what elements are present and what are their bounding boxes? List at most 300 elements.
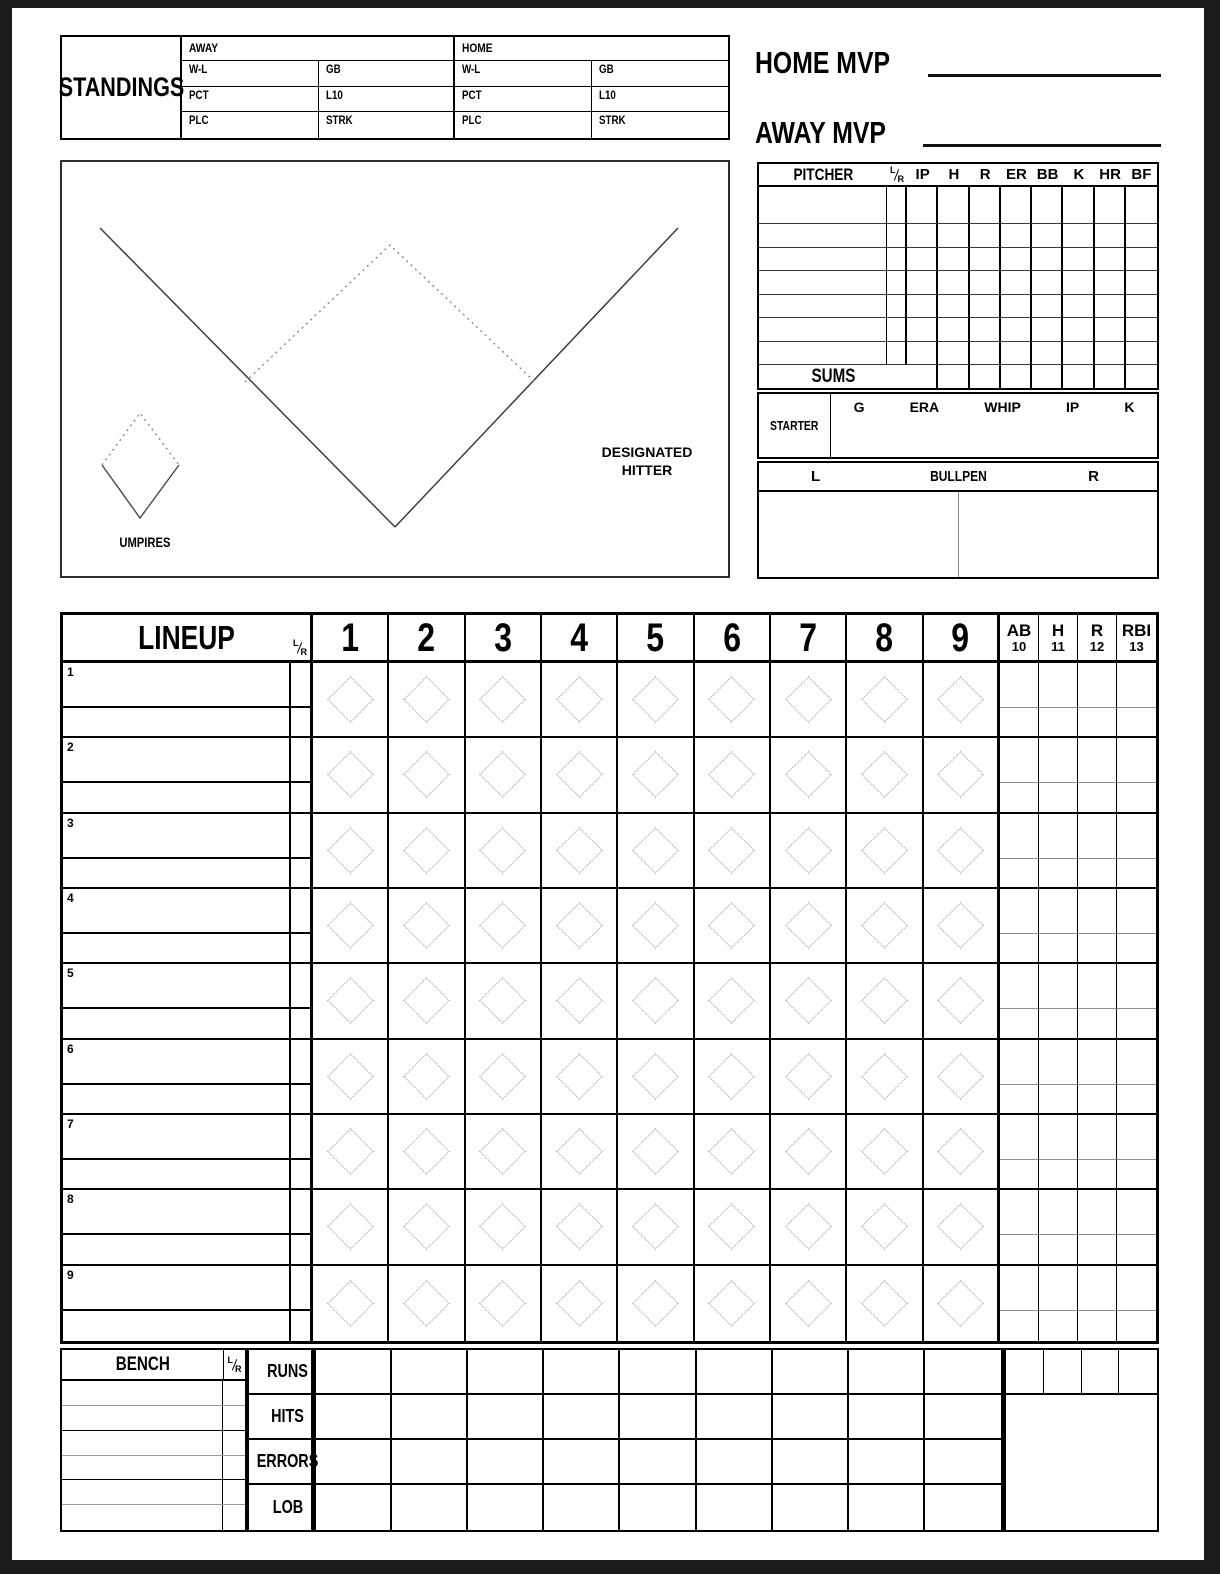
pitcher-stat-cell[interactable] xyxy=(1001,271,1032,295)
stat-cell-bottom[interactable] xyxy=(1117,783,1156,811)
inning-scoring-cell[interactable] xyxy=(695,1266,771,1341)
stat-cell-top[interactable] xyxy=(1117,663,1156,708)
stat-cell-top[interactable] xyxy=(1117,1190,1156,1235)
pitcher-name-cell[interactable] xyxy=(759,248,887,272)
standings-away-strk-cell[interactable]: STRK xyxy=(319,112,456,138)
inning-scoring-cell[interactable] xyxy=(924,964,1000,1037)
totals-stat-cell[interactable] xyxy=(1119,1350,1157,1395)
starter-stats-area[interactable] xyxy=(831,394,1157,457)
totals-inning-cell[interactable] xyxy=(392,1485,468,1530)
home-mvp-write-line[interactable] xyxy=(928,74,1161,77)
substitute-name-cell[interactable] xyxy=(63,708,291,736)
player-name-cell[interactable] xyxy=(63,1115,291,1160)
inning-scoring-cell[interactable] xyxy=(542,964,618,1037)
stat-cell-top[interactable] xyxy=(1000,1115,1039,1160)
player-name-cell[interactable] xyxy=(63,1266,291,1311)
player-lr-cell[interactable] xyxy=(291,1266,313,1311)
stat-cell-bottom[interactable] xyxy=(1039,1235,1078,1263)
player-lr-cell[interactable] xyxy=(291,814,313,859)
inning-scoring-cell[interactable] xyxy=(313,663,389,736)
substitute-lr-cell[interactable] xyxy=(291,1235,313,1263)
pitcher-stat-cell[interactable] xyxy=(1063,295,1094,319)
totals-inning-cell[interactable] xyxy=(544,1395,620,1440)
pitcher-stat-cell[interactable] xyxy=(1063,318,1094,342)
player-lr-cell[interactable] xyxy=(291,1190,313,1235)
pitcher-stat-cell[interactable] xyxy=(907,342,938,366)
pitcher-lr-cell[interactable] xyxy=(887,248,907,272)
inning-scoring-cell[interactable] xyxy=(389,1040,465,1113)
standings-away-pct-cell[interactable]: PCT xyxy=(182,87,319,113)
stat-cell-bottom[interactable] xyxy=(1039,1160,1078,1188)
stat-cell-top[interactable] xyxy=(1000,1190,1039,1235)
pitcher-stat-cell[interactable] xyxy=(1126,318,1157,342)
stat-cell-top[interactable] xyxy=(1117,964,1156,1009)
pitcher-stat-cell[interactable] xyxy=(1063,271,1094,295)
inning-scoring-cell[interactable] xyxy=(695,814,771,887)
pitcher-stat-cell[interactable] xyxy=(1095,342,1126,366)
inning-scoring-cell[interactable] xyxy=(542,889,618,962)
stat-cell-bottom[interactable] xyxy=(1078,1160,1117,1188)
stat-cell-bottom[interactable] xyxy=(1078,708,1117,736)
stat-cell-bottom[interactable] xyxy=(1039,1009,1078,1037)
totals-inning-cell[interactable] xyxy=(468,1485,544,1530)
inning-scoring-cell[interactable] xyxy=(771,814,847,887)
inning-scoring-cell[interactable] xyxy=(847,1190,923,1263)
inning-scoring-cell[interactable] xyxy=(389,738,465,811)
inning-scoring-cell[interactable] xyxy=(924,889,1000,962)
substitute-name-cell[interactable] xyxy=(63,1235,291,1263)
bench-lr-cell[interactable] xyxy=(223,1406,245,1430)
pitcher-sum-cell[interactable] xyxy=(1063,365,1094,388)
stat-cell-top[interactable] xyxy=(1078,738,1117,783)
inning-scoring-cell[interactable] xyxy=(771,1190,847,1263)
player-name-cell[interactable] xyxy=(63,1040,291,1085)
pitcher-stat-cell[interactable] xyxy=(907,271,938,295)
pitcher-sum-cell[interactable] xyxy=(1032,365,1063,388)
pitcher-sum-cell[interactable] xyxy=(938,365,969,388)
pitcher-sum-cell[interactable] xyxy=(1126,365,1157,388)
pitcher-stat-cell[interactable] xyxy=(1001,318,1032,342)
pitcher-stat-cell[interactable] xyxy=(938,295,969,319)
pitcher-stat-cell[interactable] xyxy=(907,187,938,224)
stat-cell-bottom[interactable] xyxy=(1000,708,1039,736)
pitcher-stat-cell[interactable] xyxy=(907,318,938,342)
inning-scoring-cell[interactable] xyxy=(847,738,923,811)
bench-name-cell[interactable] xyxy=(62,1505,223,1530)
bullpen-left-cell[interactable] xyxy=(759,492,958,577)
inning-scoring-cell[interactable] xyxy=(389,964,465,1037)
stat-cell-bottom[interactable] xyxy=(1078,859,1117,887)
inning-scoring-cell[interactable] xyxy=(618,889,694,962)
pitcher-stat-cell[interactable] xyxy=(1001,248,1032,272)
player-name-cell[interactable] xyxy=(63,889,291,934)
player-lr-cell[interactable] xyxy=(291,1040,313,1085)
stat-cell-top[interactable] xyxy=(1039,1040,1078,1085)
inning-scoring-cell[interactable] xyxy=(542,738,618,811)
totals-inning-cell[interactable] xyxy=(773,1395,849,1440)
pitcher-stat-cell[interactable] xyxy=(1032,187,1063,224)
stat-cell-top[interactable] xyxy=(1039,964,1078,1009)
substitute-name-cell[interactable] xyxy=(63,859,291,887)
bench-name-cell[interactable] xyxy=(62,1480,223,1504)
totals-inning-cell[interactable] xyxy=(849,1485,925,1530)
totals-inning-cell[interactable] xyxy=(773,1350,849,1395)
stat-cell-top[interactable] xyxy=(1000,738,1039,783)
bench-lr-cell[interactable] xyxy=(223,1431,245,1455)
player-lr-cell[interactable] xyxy=(291,663,313,708)
inning-scoring-cell[interactable] xyxy=(389,814,465,887)
substitute-name-cell[interactable] xyxy=(63,783,291,811)
standings-home-pct-cell[interactable]: PCT xyxy=(455,87,592,113)
player-name-cell[interactable] xyxy=(63,738,291,783)
totals-inning-cell[interactable] xyxy=(925,1440,1001,1485)
pitcher-stat-cell[interactable] xyxy=(1126,187,1157,224)
totals-inning-cell[interactable] xyxy=(316,1395,392,1440)
standings-away-l10-cell[interactable]: L10 xyxy=(319,87,456,113)
inning-scoring-cell[interactable] xyxy=(313,1115,389,1188)
substitute-lr-cell[interactable] xyxy=(291,1009,313,1037)
pitcher-stat-cell[interactable] xyxy=(938,248,969,272)
totals-inning-cell[interactable] xyxy=(468,1440,544,1485)
substitute-name-cell[interactable] xyxy=(63,1160,291,1188)
pitcher-stat-cell[interactable] xyxy=(1032,295,1063,319)
inning-scoring-cell[interactable] xyxy=(466,964,542,1037)
inning-scoring-cell[interactable] xyxy=(466,1190,542,1263)
stat-cell-top[interactable] xyxy=(1117,1115,1156,1160)
pitcher-stat-cell[interactable] xyxy=(970,224,1001,248)
standings-away-gb-cell[interactable]: GB xyxy=(319,61,456,87)
totals-inning-cell[interactable] xyxy=(925,1350,1001,1395)
bench-name-cell[interactable] xyxy=(62,1406,223,1430)
totals-inning-cell[interactable] xyxy=(849,1395,925,1440)
bench-lr-cell[interactable] xyxy=(223,1381,245,1405)
inning-scoring-cell[interactable] xyxy=(542,814,618,887)
player-lr-cell[interactable] xyxy=(291,889,313,934)
inning-scoring-cell[interactable] xyxy=(618,738,694,811)
stat-cell-bottom[interactable] xyxy=(1039,783,1078,811)
inning-scoring-cell[interactable] xyxy=(466,663,542,736)
totals-inning-cell[interactable] xyxy=(316,1485,392,1530)
substitute-lr-cell[interactable] xyxy=(291,1311,313,1341)
stat-cell-top[interactable] xyxy=(1039,1115,1078,1160)
stat-cell-bottom[interactable] xyxy=(1000,1085,1039,1113)
inning-scoring-cell[interactable] xyxy=(389,889,465,962)
bench-name-cell[interactable] xyxy=(62,1456,223,1480)
pitcher-stat-cell[interactable] xyxy=(938,271,969,295)
pitcher-stat-cell[interactable] xyxy=(1126,248,1157,272)
inning-scoring-cell[interactable] xyxy=(313,738,389,811)
substitute-lr-cell[interactable] xyxy=(291,934,313,962)
stat-cell-top[interactable] xyxy=(1000,1266,1039,1311)
bench-name-cell[interactable] xyxy=(62,1381,223,1405)
inning-scoring-cell[interactable] xyxy=(924,1266,1000,1341)
substitute-lr-cell[interactable] xyxy=(291,1085,313,1113)
inning-scoring-cell[interactable] xyxy=(313,889,389,962)
pitcher-stat-cell[interactable] xyxy=(938,224,969,248)
pitcher-stat-cell[interactable] xyxy=(1095,318,1126,342)
pitcher-stat-cell[interactable] xyxy=(1126,224,1157,248)
stat-cell-bottom[interactable] xyxy=(1000,783,1039,811)
standings-home-strk-cell[interactable]: STRK xyxy=(598,115,626,128)
substitute-name-cell[interactable] xyxy=(63,1085,291,1113)
stat-cell-bottom[interactable] xyxy=(1000,1311,1039,1341)
stat-cell-bottom[interactable] xyxy=(1078,1085,1117,1113)
pitcher-stat-cell[interactable] xyxy=(907,224,938,248)
pitcher-stat-cell[interactable] xyxy=(1126,342,1157,366)
inning-scoring-cell[interactable] xyxy=(695,1115,771,1188)
totals-inning-cell[interactable] xyxy=(620,1395,696,1440)
pitcher-stat-cell[interactable] xyxy=(1095,271,1126,295)
inning-scoring-cell[interactable] xyxy=(542,1040,618,1113)
standings-home-plc-cell[interactable]: PLC xyxy=(455,112,592,138)
inning-scoring-cell[interactable] xyxy=(847,1266,923,1341)
inning-scoring-cell[interactable] xyxy=(618,1040,694,1113)
player-name-cell[interactable] xyxy=(63,964,291,1009)
stat-cell-top[interactable] xyxy=(1000,964,1039,1009)
standings-home-l10-cell[interactable]: L10 xyxy=(592,87,729,113)
totals-inning-cell[interactable] xyxy=(468,1350,544,1395)
inning-scoring-cell[interactable] xyxy=(618,663,694,736)
pitcher-name-cell[interactable] xyxy=(759,187,887,224)
totals-inning-cell[interactable] xyxy=(773,1440,849,1485)
totals-inning-cell[interactable] xyxy=(392,1395,468,1440)
inning-scoring-cell[interactable] xyxy=(924,738,1000,811)
stat-cell-top[interactable] xyxy=(1078,889,1117,934)
pitcher-lr-cell[interactable] xyxy=(887,224,907,248)
inning-scoring-cell[interactable] xyxy=(695,663,771,736)
pitcher-stat-cell[interactable] xyxy=(1032,248,1063,272)
stat-cell-bottom[interactable] xyxy=(1117,1160,1156,1188)
stat-cell-top[interactable] xyxy=(1117,1040,1156,1085)
pitcher-stat-cell[interactable] xyxy=(1095,224,1126,248)
stat-cell-bottom[interactable] xyxy=(1039,708,1078,736)
pitcher-name-cell[interactable] xyxy=(759,318,887,342)
totals-inning-cell[interactable] xyxy=(773,1485,849,1530)
pitcher-stat-cell[interactable] xyxy=(1095,295,1126,319)
stat-cell-top[interactable] xyxy=(1039,1266,1078,1311)
stat-cell-bottom[interactable] xyxy=(1117,1009,1156,1037)
substitute-name-cell[interactable] xyxy=(63,1311,291,1341)
stat-cell-bottom[interactable] xyxy=(1039,1085,1078,1113)
inning-scoring-cell[interactable] xyxy=(924,663,1000,736)
inning-scoring-cell[interactable] xyxy=(313,814,389,887)
pitcher-stat-cell[interactable] xyxy=(907,295,938,319)
stat-cell-bottom[interactable] xyxy=(1039,934,1078,962)
notes-cell[interactable] xyxy=(1006,1395,1157,1530)
totals-inning-cell[interactable] xyxy=(925,1395,1001,1440)
totals-inning-cell[interactable] xyxy=(620,1350,696,1395)
inning-scoring-cell[interactable] xyxy=(618,1190,694,1263)
stat-cell-bottom[interactable] xyxy=(1078,934,1117,962)
pitcher-sum-cell[interactable] xyxy=(1001,365,1032,388)
pitcher-name-cell[interactable] xyxy=(759,271,887,295)
inning-scoring-cell[interactable] xyxy=(771,1040,847,1113)
stat-cell-top[interactable] xyxy=(1000,889,1039,934)
inning-scoring-cell[interactable] xyxy=(771,663,847,736)
pitcher-lr-cell[interactable] xyxy=(887,271,907,295)
stat-cell-top[interactable] xyxy=(1039,663,1078,708)
pitcher-sum-cell[interactable] xyxy=(907,365,938,388)
inning-scoring-cell[interactable] xyxy=(847,814,923,887)
pitcher-stat-cell[interactable] xyxy=(1032,271,1063,295)
stat-cell-top[interactable] xyxy=(1078,1115,1117,1160)
stat-cell-top[interactable] xyxy=(1117,1266,1156,1311)
pitcher-stat-cell[interactable] xyxy=(1063,224,1094,248)
stat-cell-top[interactable] xyxy=(1000,1040,1039,1085)
inning-scoring-cell[interactable] xyxy=(771,964,847,1037)
inning-scoring-cell[interactable] xyxy=(466,1115,542,1188)
pitcher-stat-cell[interactable] xyxy=(1095,187,1126,224)
stat-cell-bottom[interactable] xyxy=(1078,1235,1117,1263)
inning-scoring-cell[interactable] xyxy=(618,814,694,887)
substitute-lr-cell[interactable] xyxy=(291,1160,313,1188)
totals-inning-cell[interactable] xyxy=(697,1440,773,1485)
pitcher-stat-cell[interactable] xyxy=(1001,295,1032,319)
inning-scoring-cell[interactable] xyxy=(847,663,923,736)
totals-inning-cell[interactable] xyxy=(316,1440,392,1485)
substitute-name-cell[interactable] xyxy=(63,934,291,962)
inning-scoring-cell[interactable] xyxy=(924,1190,1000,1263)
totals-inning-cell[interactable] xyxy=(697,1485,773,1530)
stat-cell-top[interactable] xyxy=(1117,814,1156,859)
player-name-cell[interactable] xyxy=(63,814,291,859)
totals-inning-cell[interactable] xyxy=(544,1485,620,1530)
stat-cell-bottom[interactable] xyxy=(1000,1160,1039,1188)
pitcher-stat-cell[interactable] xyxy=(1126,271,1157,295)
pitcher-sum-cell[interactable] xyxy=(970,365,1001,388)
inning-scoring-cell[interactable] xyxy=(847,1040,923,1113)
stat-cell-bottom[interactable] xyxy=(1117,859,1156,887)
pitcher-stat-cell[interactable] xyxy=(1032,224,1063,248)
pitcher-stat-cell[interactable] xyxy=(970,187,1001,224)
pitcher-stat-cell[interactable] xyxy=(938,318,969,342)
totals-inning-cell[interactable] xyxy=(925,1485,1001,1530)
pitcher-stat-cell[interactable] xyxy=(1032,342,1063,366)
stat-cell-bottom[interactable] xyxy=(1117,934,1156,962)
pitcher-stat-cell[interactable] xyxy=(970,295,1001,319)
pitcher-stat-cell[interactable] xyxy=(970,248,1001,272)
stat-cell-top[interactable] xyxy=(1117,889,1156,934)
inning-scoring-cell[interactable] xyxy=(618,964,694,1037)
totals-inning-cell[interactable] xyxy=(849,1350,925,1395)
stat-cell-top[interactable] xyxy=(1117,738,1156,783)
pitcher-lr-cell[interactable] xyxy=(887,342,907,366)
stat-cell-bottom[interactable] xyxy=(1117,1085,1156,1113)
stat-cell-bottom[interactable] xyxy=(1000,1235,1039,1263)
stat-cell-bottom[interactable] xyxy=(1078,1009,1117,1037)
stat-cell-top[interactable] xyxy=(1039,814,1078,859)
stat-cell-bottom[interactable] xyxy=(1078,783,1117,811)
inning-scoring-cell[interactable] xyxy=(771,738,847,811)
pitcher-stat-cell[interactable] xyxy=(1063,187,1094,224)
pitcher-stat-cell[interactable] xyxy=(1126,295,1157,319)
inning-scoring-cell[interactable] xyxy=(542,1266,618,1341)
pitcher-sum-cell[interactable] xyxy=(1095,365,1126,388)
inning-scoring-cell[interactable] xyxy=(847,889,923,962)
player-name-cell[interactable] xyxy=(63,663,291,708)
bench-name-cell[interactable] xyxy=(62,1431,223,1455)
stat-cell-bottom[interactable] xyxy=(1039,1311,1078,1341)
totals-inning-cell[interactable] xyxy=(697,1350,773,1395)
totals-stat-cell[interactable] xyxy=(1006,1350,1044,1395)
totals-inning-cell[interactable] xyxy=(620,1440,696,1485)
bullpen-right-cell[interactable] xyxy=(958,492,1157,577)
inning-scoring-cell[interactable] xyxy=(389,663,465,736)
pitcher-stat-cell[interactable] xyxy=(1001,342,1032,366)
inning-scoring-cell[interactable] xyxy=(466,1266,542,1341)
inning-scoring-cell[interactable] xyxy=(389,1115,465,1188)
substitute-name-cell[interactable] xyxy=(63,1009,291,1037)
pitcher-stat-cell[interactable] xyxy=(970,342,1001,366)
inning-scoring-cell[interactable] xyxy=(924,1115,1000,1188)
inning-scoring-cell[interactable] xyxy=(924,1040,1000,1113)
pitcher-name-cell[interactable] xyxy=(759,295,887,319)
totals-inning-cell[interactable] xyxy=(849,1440,925,1485)
player-name-cell[interactable] xyxy=(63,1190,291,1235)
totals-inning-cell[interactable] xyxy=(544,1350,620,1395)
inning-scoring-cell[interactable] xyxy=(771,1115,847,1188)
totals-inning-cell[interactable] xyxy=(468,1395,544,1440)
inning-scoring-cell[interactable] xyxy=(771,1266,847,1341)
inning-scoring-cell[interactable] xyxy=(695,1040,771,1113)
player-lr-cell[interactable] xyxy=(291,738,313,783)
inning-scoring-cell[interactable] xyxy=(542,1190,618,1263)
stat-cell-top[interactable] xyxy=(1078,663,1117,708)
totals-stat-cell[interactable] xyxy=(1044,1350,1082,1395)
pitcher-lr-cell[interactable] xyxy=(887,187,907,224)
player-lr-cell[interactable] xyxy=(291,964,313,1009)
pitcher-stat-cell[interactable] xyxy=(1001,224,1032,248)
stat-cell-top[interactable] xyxy=(1000,663,1039,708)
inning-scoring-cell[interactable] xyxy=(695,964,771,1037)
stat-cell-bottom[interactable] xyxy=(1000,1009,1039,1037)
stat-cell-top[interactable] xyxy=(1039,1190,1078,1235)
totals-stat-cell[interactable] xyxy=(1082,1350,1120,1395)
pitcher-stat-cell[interactable] xyxy=(938,342,969,366)
stat-cell-top[interactable] xyxy=(1078,814,1117,859)
bench-lr-cell[interactable] xyxy=(223,1480,245,1504)
stat-cell-bottom[interactable] xyxy=(1000,859,1039,887)
inning-scoring-cell[interactable] xyxy=(695,1190,771,1263)
stat-cell-bottom[interactable] xyxy=(1117,1235,1156,1263)
inning-scoring-cell[interactable] xyxy=(542,663,618,736)
pitcher-stat-cell[interactable] xyxy=(970,271,1001,295)
away-mvp-write-line[interactable] xyxy=(923,144,1161,147)
inning-scoring-cell[interactable] xyxy=(618,1266,694,1341)
inning-scoring-cell[interactable] xyxy=(618,1115,694,1188)
inning-scoring-cell[interactable] xyxy=(695,889,771,962)
substitute-lr-cell[interactable] xyxy=(291,708,313,736)
stat-cell-bottom[interactable] xyxy=(1078,1311,1117,1341)
inning-scoring-cell[interactable] xyxy=(389,1190,465,1263)
inning-scoring-cell[interactable] xyxy=(466,814,542,887)
inning-scoring-cell[interactable] xyxy=(466,738,542,811)
inning-scoring-cell[interactable] xyxy=(466,1040,542,1113)
stat-cell-top[interactable] xyxy=(1000,814,1039,859)
stat-cell-bottom[interactable] xyxy=(1000,934,1039,962)
inning-scoring-cell[interactable] xyxy=(389,1266,465,1341)
pitcher-stat-cell[interactable] xyxy=(1001,187,1032,224)
inning-scoring-cell[interactable] xyxy=(924,814,1000,887)
totals-inning-cell[interactable] xyxy=(544,1440,620,1485)
standings-away-plc-cell[interactable]: PLC xyxy=(182,112,319,138)
standings-home-wl-cell[interactable]: W-L xyxy=(455,61,592,87)
pitcher-stat-cell[interactable] xyxy=(1032,318,1063,342)
inning-scoring-cell[interactable] xyxy=(313,964,389,1037)
player-lr-cell[interactable] xyxy=(291,1115,313,1160)
inning-scoring-cell[interactable] xyxy=(771,889,847,962)
inning-scoring-cell[interactable] xyxy=(466,889,542,962)
